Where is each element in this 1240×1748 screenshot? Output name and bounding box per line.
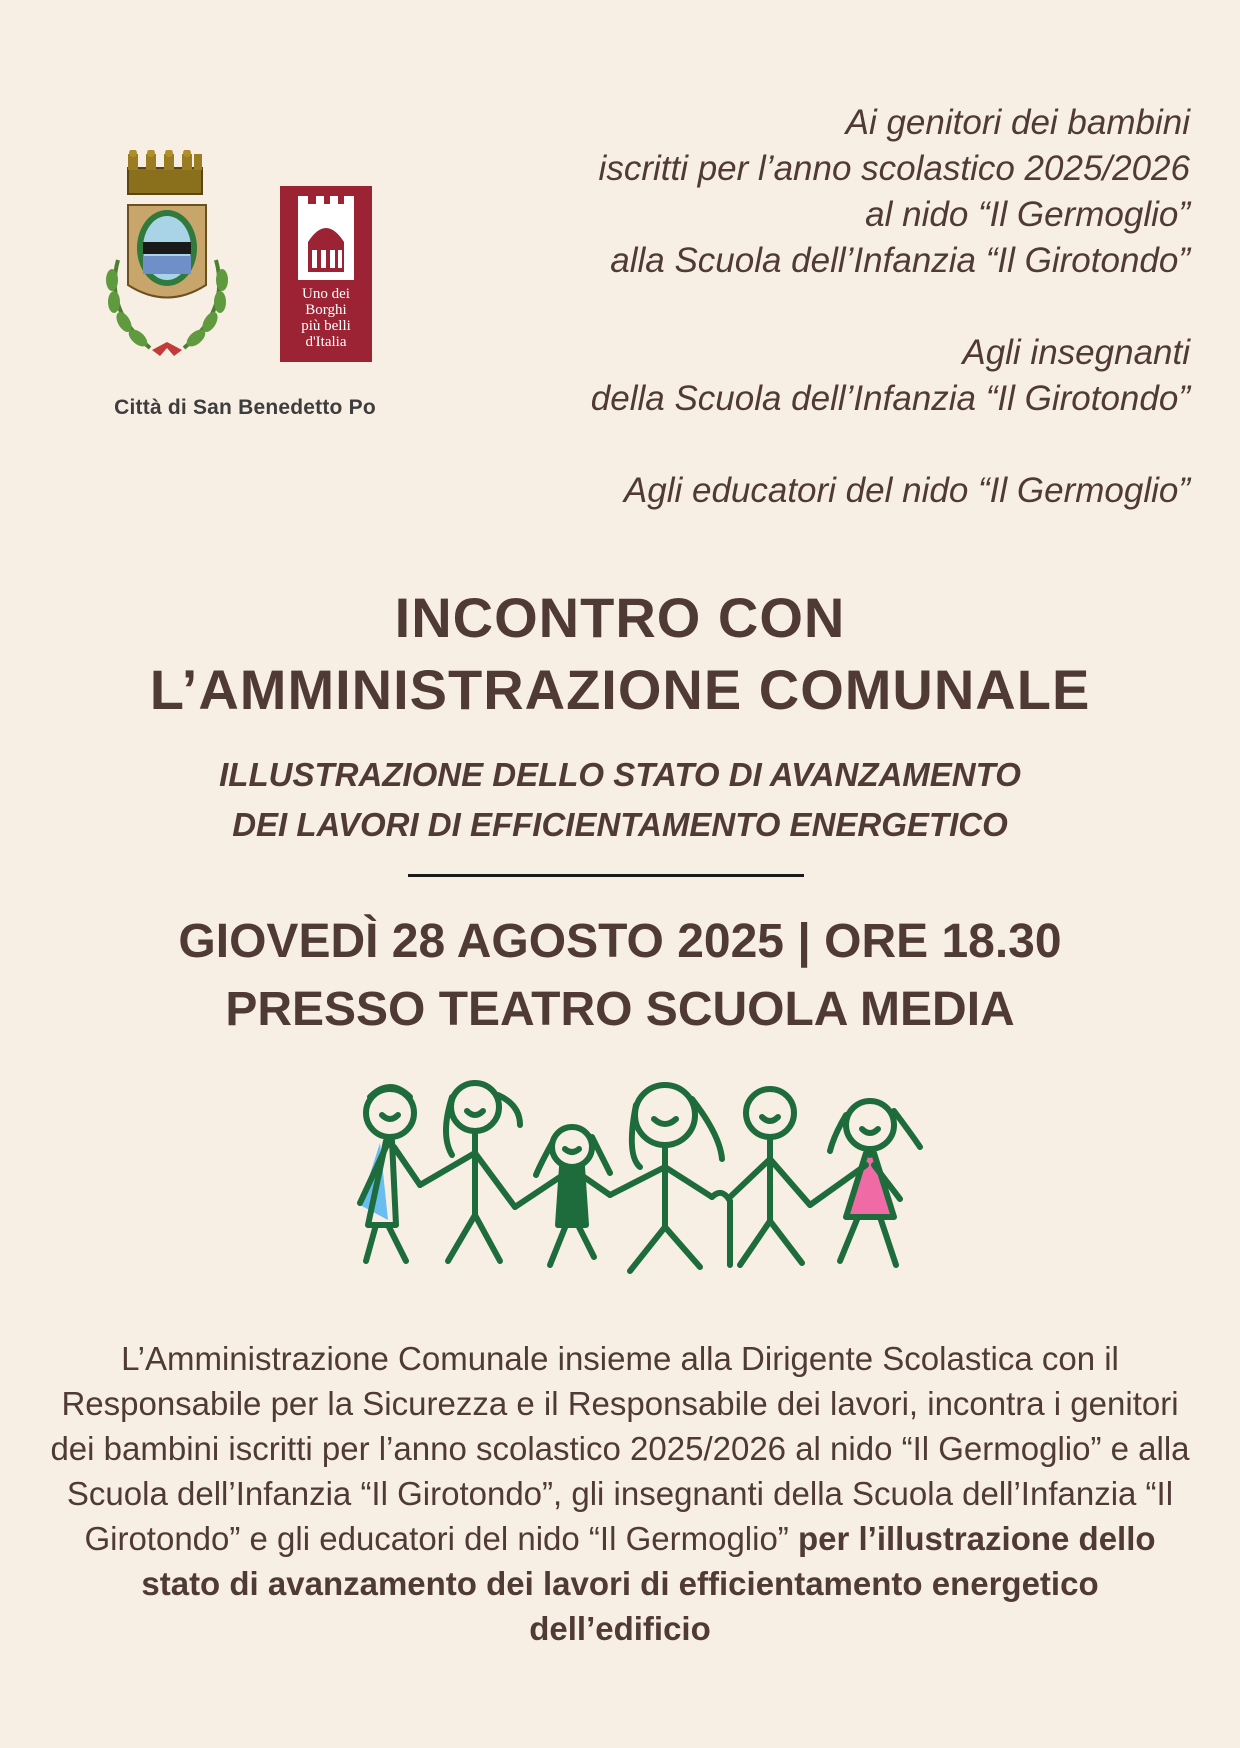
coat-of-arms-icon [100, 150, 260, 390]
recipients-block [470, 100, 1190, 514]
title-line: INCONTRO CON [394, 586, 846, 649]
city-name: Città di San Benedetto Po [114, 396, 376, 419]
recipient-line: alla Scuola dell’Infanzia “Il Girotondo” [610, 241, 1190, 280]
logos [100, 150, 390, 430]
recipient-line: della Scuola dell’Infanzia “Il Girotondo” [590, 379, 1190, 418]
recipient-line: iscritti per l’anno scolastico 2025/2026 [598, 149, 1190, 188]
recipient-line: Ai genitori dei bambini [845, 103, 1190, 142]
recipient-line: Agli insegnanti [962, 333, 1190, 372]
page-subtitle [0, 750, 1240, 850]
family-drawing-icon [340, 1075, 940, 1315]
event-date-time: GIOVEDÌ 28 AGOSTO 2025 | ORE 18.30 [178, 915, 1062, 968]
recipient-line: al nido “Il Germoglio” [865, 195, 1190, 234]
recipients-group-educators [470, 468, 1190, 514]
title-line: L’AMMINISTRAZIONE COMUNALE [149, 658, 1091, 721]
recipients-group-parents [470, 100, 1190, 284]
recipient-line: Agli educatori del nido “Il Germoglio” [623, 471, 1190, 510]
page-title [0, 582, 1240, 726]
event-details [0, 908, 1240, 1044]
borghi-logo-icon [280, 186, 372, 362]
subtitle-line: ILLUSTRAZIONE DELLO STATO DI AVANZAMENTO [219, 756, 1021, 793]
subtitle-line: DEI LAVORI DI EFFICIENTAMENTO ENERGETICO [232, 806, 1008, 843]
body-intro: L’Amministrazione Comunale insieme alla Dirigente Scolastica con il Responsabile per la Sicurezza e il Responsabile dei lavori, incontra i genitori dei bambini iscritti per l’anno scolastico 2025/2026 al nido “Il Germoglio” e alla Scuola dell’Infanzia “Il Girotondo”, gli insegnanti della Scuola dell’Infanzia “Il Girotondo” e gli educatori del nido “Il Germoglio” [50, 1340, 1190, 1557]
borghi-logo-text: Uno dei Borghi più belli d'Italia [301, 286, 351, 350]
body-emphasis: per l’illustrazione dello stato di avanzamento dei lavori di efficientamento energetico dell’edificio [141, 1520, 1156, 1647]
event-location: PRESSO TEATRO SCUOLA MEDIA [225, 983, 1015, 1036]
divider [408, 874, 804, 877]
recipients-group-teachers [470, 330, 1190, 422]
body-text [50, 1336, 1190, 1651]
